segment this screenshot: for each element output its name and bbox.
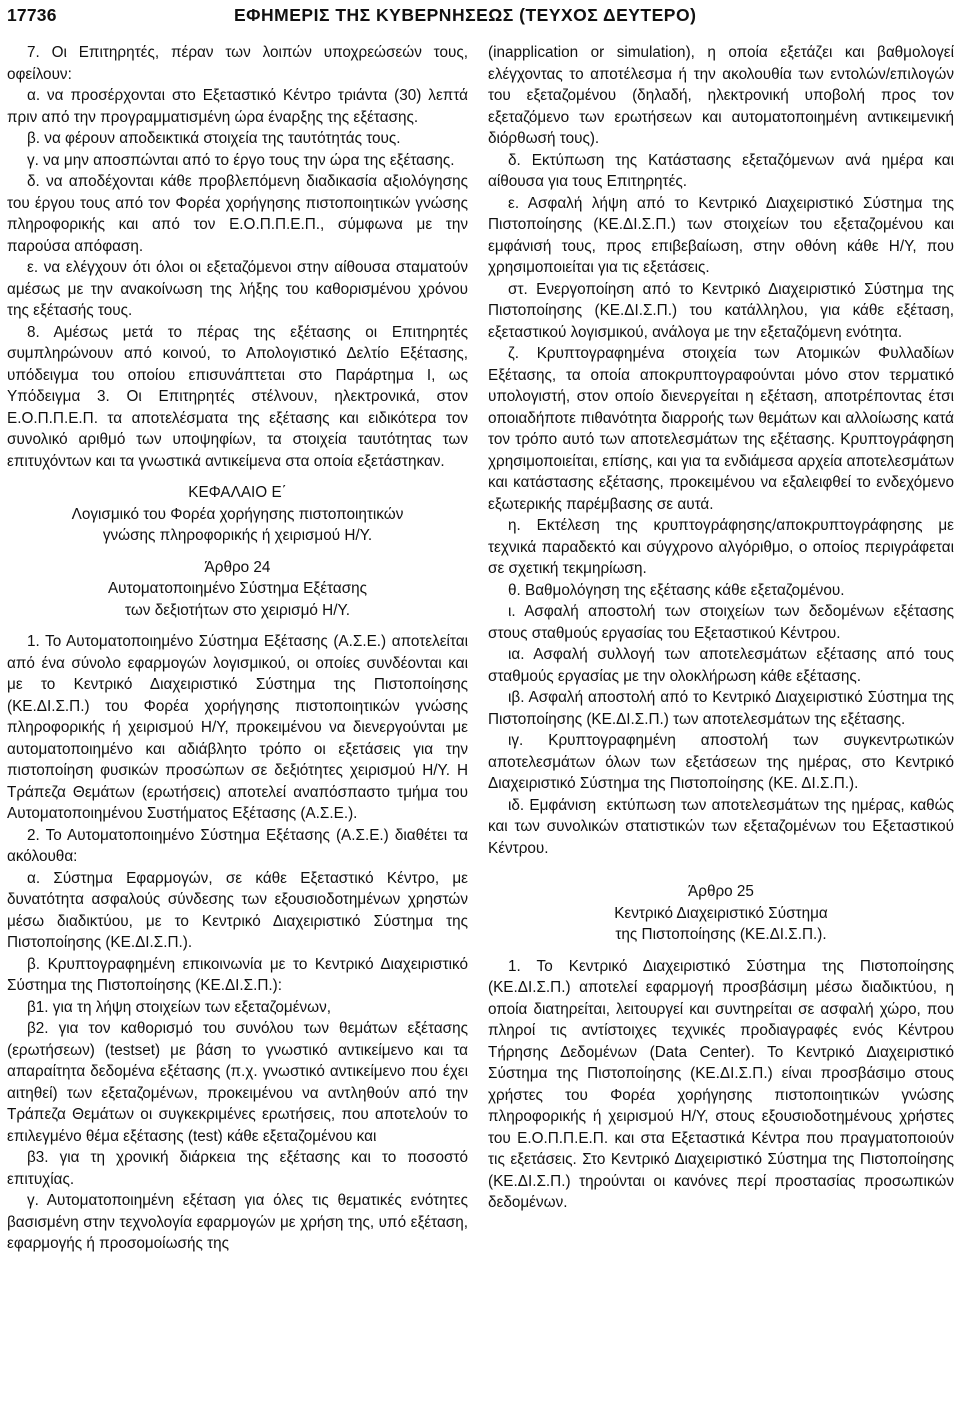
paragraph: στ. Ενεργοποίηση από το Κεντρικό Διαχειριστικό Σύστημα της Πιστοποίησης (ΚΕ.ΔΙ.Σ.Π.) του κατάλληλου, για κάθε εξέταση, εξεταστικού λογισμικού, ανάλογα με την εξεταζόμενη ενότητα. xyxy=(488,280,954,341)
article-subtitle: των δεξιοτήτων στο χειρισμό Η/Υ. xyxy=(125,601,350,619)
paragraph: 2. Το Αυτοματοποιημένο Σύστημα Εξέτασης (Α.Σ.Ε.) διαθέτει τα ακόλουθα: xyxy=(7,826,468,865)
chapter-title: ΚΕΦΑΛΑΙΟ Ε΄ xyxy=(188,484,287,501)
chapter-subtitle: γνώσης πληροφορικής ή χειρισμού Η/Υ. xyxy=(102,527,373,544)
paragraph: ι. Ασφαλή αποστολή των στοιχείων των δεδομένων εξέτασης στους σταθμούς εργασίας του Εξεταστικού Κέντρου. xyxy=(488,603,954,642)
paragraph: ια. Ασφαλή συλλογή των αποτελεσμάτων εξέτασης από τους σταθμούς εργασίας με την ολοκλήρωση κάθε εξέτασης. xyxy=(488,646,954,685)
paragraph: ιδ. Εμφάνιση εκτύπωση των αποτελεσμάτων της ημέρας, καθώς και των συνολικών στατιστικών των εξεταζομένων του Εξεταστικού Κέντρου. xyxy=(488,796,954,857)
paragraph: β. Κρυπτογραφημένη επικοινωνία με το Κεντρικό Διαχειριστικό Σύστημα της Πιστοποίησης (ΚΕ.ΔΙ.Σ.Π.): xyxy=(7,955,468,994)
paragraph: ζ. Κρυπτογραφημένα στοιχεία των Ατομικών Φυλλαδίων Εξέτασης, τα οποία αποκρυπτογραφούνται μόνο στον τερματικό υπολογιστή, στον οποίο διενεργείται η εξέταση, αποτρέποντας έτσι οποιαδήποτε πιθανότητα διαρροής των θεμάτων και αλλοίωσης κατά τον τρόπο αυτό των αποτελεσμάτων της εξέτασης. Κρυπτογράφηση χρησιμοποιείται, επίσης, και για τα ενδιάμεσα αρχεία αποτελεσμάτων και κατάστασης εξέτασης, προκειμένου να εξαλειφθεί το ενδεχόμενο εξωτερικής παρέμβασης σε αυτά. xyxy=(488,345,954,513)
paragraph: 8. Αμέσως μετά το πέρας της εξέτασης οι Επιτηρητές συμπληρώνουν από κοινού, το Απολογιστικό Δελτίο Εξέτασης, υπόδειγμα του οποίου επισυνάπτεται στο Παράρτημα Ι, ως Υπόδειγμα 3. Οι Επιτηρητές στέλνουν, ηλεκτρονικά, στον Ε.Ο.Π.Π.Ε.Π. τα αποτελέσματα της εξέτασης και ειδικότερα τον συνολικό αριθμό των υποψηφίων, τα στοιχεία ταυτότητας των επιτυχόντων και τα γνωστικά αντικείμενα στα οποία εξετάστηκαν. xyxy=(7,323,468,470)
paragraph: β. να φέρουν αποδεικτικά στοιχεία της ταυτότητάς τους. xyxy=(27,130,401,147)
paragraph: ιβ. Ασφαλή αποστολή από το Κεντρικό Διαχειριστικό Σύστημα της Πιστοποίησης (ΚΕ.ΔΙ.Σ.Π.) των αποτελεσμάτων της εξέτασης. xyxy=(488,689,954,728)
article-subtitle: Κεντρικό Διαχειριστικό Σύστημα xyxy=(614,904,828,922)
paragraph: γ. να μην αποσπώνται από το έργο τους την ώρα της εξέτασης. xyxy=(27,151,455,169)
paragraph: δ. να αποδέχονται κάθε προβλεπόμενη διαδικασία αξιολόγησης του έργου τους από τον Φορέα χορήγησης πιστοποιητικών γνώσης πληροφορικής και από τον Ε.Ο.Π.Π.Ε.Π., σύμφωνα με την παρούσα απόφαση. xyxy=(7,173,468,255)
right-column xyxy=(488,42,954,1214)
paragraph: β3. για τη χρονική διάρκεια της εξέτασης και το ποσοστό επιτυχίας. xyxy=(7,1149,468,1188)
paragraph: ε. να ελέγχουν ότι όλοι οι εξεταζόμενοι στην αίθουσα σταματούν αμέσως με την ανακοίνωση της λήξης του καθορισμένου χρόνου της εξέτασής τους. xyxy=(7,259,468,319)
paragraph: η. Εκτέλεση της κρυπτογράφησης/αποκρυπτογράφησης με τεχνικά παραδεκτό και σύγχρονο αλγόριθμο, ο οποίος περιγράφεται σε σχετική τεκμηρίωση. xyxy=(488,517,954,577)
page-number: 17736 xyxy=(7,5,57,25)
paragraph: ε. Ασφαλή λήψη από το Κεντρικό Διαχειριστικό Σύστημα της Πιστοποίησης (ΚΕ.ΔΙ.Σ.Π.) των στοιχείων του εξεταζομένου και εμφάνισή τους, προς επιβεβαίωση, στην οθόνη κάθε Η/Υ, που χρησιμοποιείται για τις εξετάσεις. xyxy=(488,194,954,276)
paragraph: 1. Το Αυτοματοποιημένο Σύστημα Εξέτασης (Α.Σ.Ε.) αποτελείται από ένα σύνολο εφαρμογών λογισμικού, οι οποίες συνδέονται και με το Κεντρικό Διαχειριστικό Σύστημα της Πιστοποίησης (ΚΕ.ΔΙ.Σ.Π.) του Φορέα χορήγησης πιστοποιητικών γνώσης πληροφορικής ή χειρισμού Η/Υ, προκειμένου να διενεργούνται με αυτοματοποιημένο και αδιάβλητο τρόπο οι εξετάσεις για την πιστοποίηση φυσικών προσώπων σε δεξιότητες χειρισμού Η/Υ. Η Τράπεζα Θεμάτων (ερωτήσεις) αποτελεί αναπόσπαστο τμήμα του Αυτοματοποιημένου Συστήματος Εξέτασης (Α.Σ.Ε.). xyxy=(7,633,468,822)
left-column xyxy=(7,42,468,1255)
paragraph: 1. Το Κεντρικό Διαχειριστικό Σύστημα της Πιστοποίησης (ΚΕ.ΔΙ.Σ.Π.) αποτελεί εφαρμογή προσβάσιμη μέσω διαδικτύου, η οποία διατηρείται, λειτουργεί και συντηρείται σε ασφαλή χώρο, που πληροί τις αντίστοιχες τεχνικές προδιαγραφές ενός Κέντρου Τήρησης Δεδομένων (Data Center). Το Κεντρικό Διαχειριστικό Σύστημα της Πιστοποίησης (ΚΕ.ΔΙ.Σ.Π.) είναι προσβάσιμο στους χρήστες του Φορέα χορήγησης πιστοποιητικών γνώσης πληροφορικής ή χειρισμού Η/Υ, στους εξουσιοδοτημένους χρήστες του Ε.Ο.Π.Π.Ε.Π. και στα Εξεταστικά Κέντρα που πραγματοποιούν τις εξετάσεις. Στο Κεντρικό Διαχειριστικό Σύστημα της Πιστοποίησης (ΚΕ.ΔΙ.Σ.Π.) τηρούνται οι κανόνες περί προστασίας προσωπικών δεδομένων. xyxy=(488,957,954,1211)
article-subtitle: Αυτοματοποιημένο Σύστημα Εξέτασης xyxy=(107,580,368,597)
paragraph: γ. Αυτοματοποιημένη εξέταση για όλες τις θεματικές ενότητες βασισμένη στην τεχνολογία εφαρμογών με χρήση της, υπό εξέταση, εφαρμογής ή προσομοίωσής της xyxy=(7,1192,468,1252)
paragraph: θ. Βαθμολόγηση της εξέτασης κάθε εξεταζομένου. xyxy=(508,581,845,599)
article-subtitle: της Πιστοποίησης (ΚΕ.ΔΙ.Σ.Π.). xyxy=(615,926,827,943)
paragraph: (inapplication or simulation), η οποία εξετάζει και βαθμολογεί ελέγχοντας το αποτέλεσμα ή την ακολουθία των εντολών/επιλογών του εξεταζομένου (δηλαδή, ηλεκτρονική υποβολή προς τον εξεταζόμενο των ερωτήσεων και αυτοματοποιημένη αντικειμενική διόρθωσή τους). xyxy=(488,44,954,147)
paragraph: α. Σύστημα Εφαρμογών, σε κάθε Εξεταστικό Κέντρο, με δυνατότητα ασφαλούς σύνδεσης των εξουσιοδοτημένων χρηστών μέσω διαδικτύου, με το Κεντρικό Διαχειριστικό Σύστημα της Πιστοποίησης (ΚΕ.ΔΙ.Σ.Π.). xyxy=(7,869,468,951)
paragraph: ιγ. Κρυπτογραφημένη αποστολή των συγκεντρωτικών αποτελεσμάτων όλων των εξετάσεων της ημέρας, στο Κεντρικό Διαχειριστικό Σύστημα της Πιστοποίησης (ΚΕ. ΔΙ.Σ.Π.). xyxy=(488,732,954,792)
paragraph: β2. για τον καθορισμό του συνόλου των θεμάτων εξέτασης (ερωτήσεων) (testset) με βάση το γνωστικό αντικείμενο και τα απαραίτητα δεδομένα εξέτασης (π.χ. γνωστικό αντικείμενο που έχει αιτηθεί) των εξεταζομένων, προκειμένου να αντληθούν από την Τράπεζα Θεμάτων οι συγκεκριμένες ερωτήσεις, που αποτελούν το επιλεγμένο θέμα εξέτασης (test) κάθε εξεταζομένου και xyxy=(7,1020,468,1145)
paragraph: δ. Εκτύπωση της Κατάστασης εξεταζόμενων ανά ημέρα και αίθουσα για τους Επιτηρητές. xyxy=(488,151,954,190)
paragraph: β1. για τη λήψη στοιχείων των εξεταζομένων, xyxy=(27,998,332,1016)
article-title: Άρθρο 24 xyxy=(204,558,271,576)
page-header xyxy=(0,0,960,40)
chapter-subtitle: Λογισμικό του Φορέα χορήγησης πιστοποιητικών xyxy=(71,505,404,523)
article-title: Άρθρο 25 xyxy=(688,883,754,900)
paragraph: α. να προσέρχονται στο Εξεταστικό Κέντρο τριάντα (30) λεπτά πριν από την προγραμματισμένη ώρα έναρξης της εξέτασης. xyxy=(7,87,468,126)
paragraph: 7. Οι Επιτηρητές, πέραν των λοιπών υποχρεώσεών τους, οφείλουν: xyxy=(7,44,468,83)
gazette-title: ΕΦΗΜΕΡΙΣ ΤΗΣ ΚΥΒΕΡΝΗΣΕΩΣ (ΤΕΥΧΟΣ ΔΕΥΤΕΡΟ) xyxy=(234,5,697,25)
